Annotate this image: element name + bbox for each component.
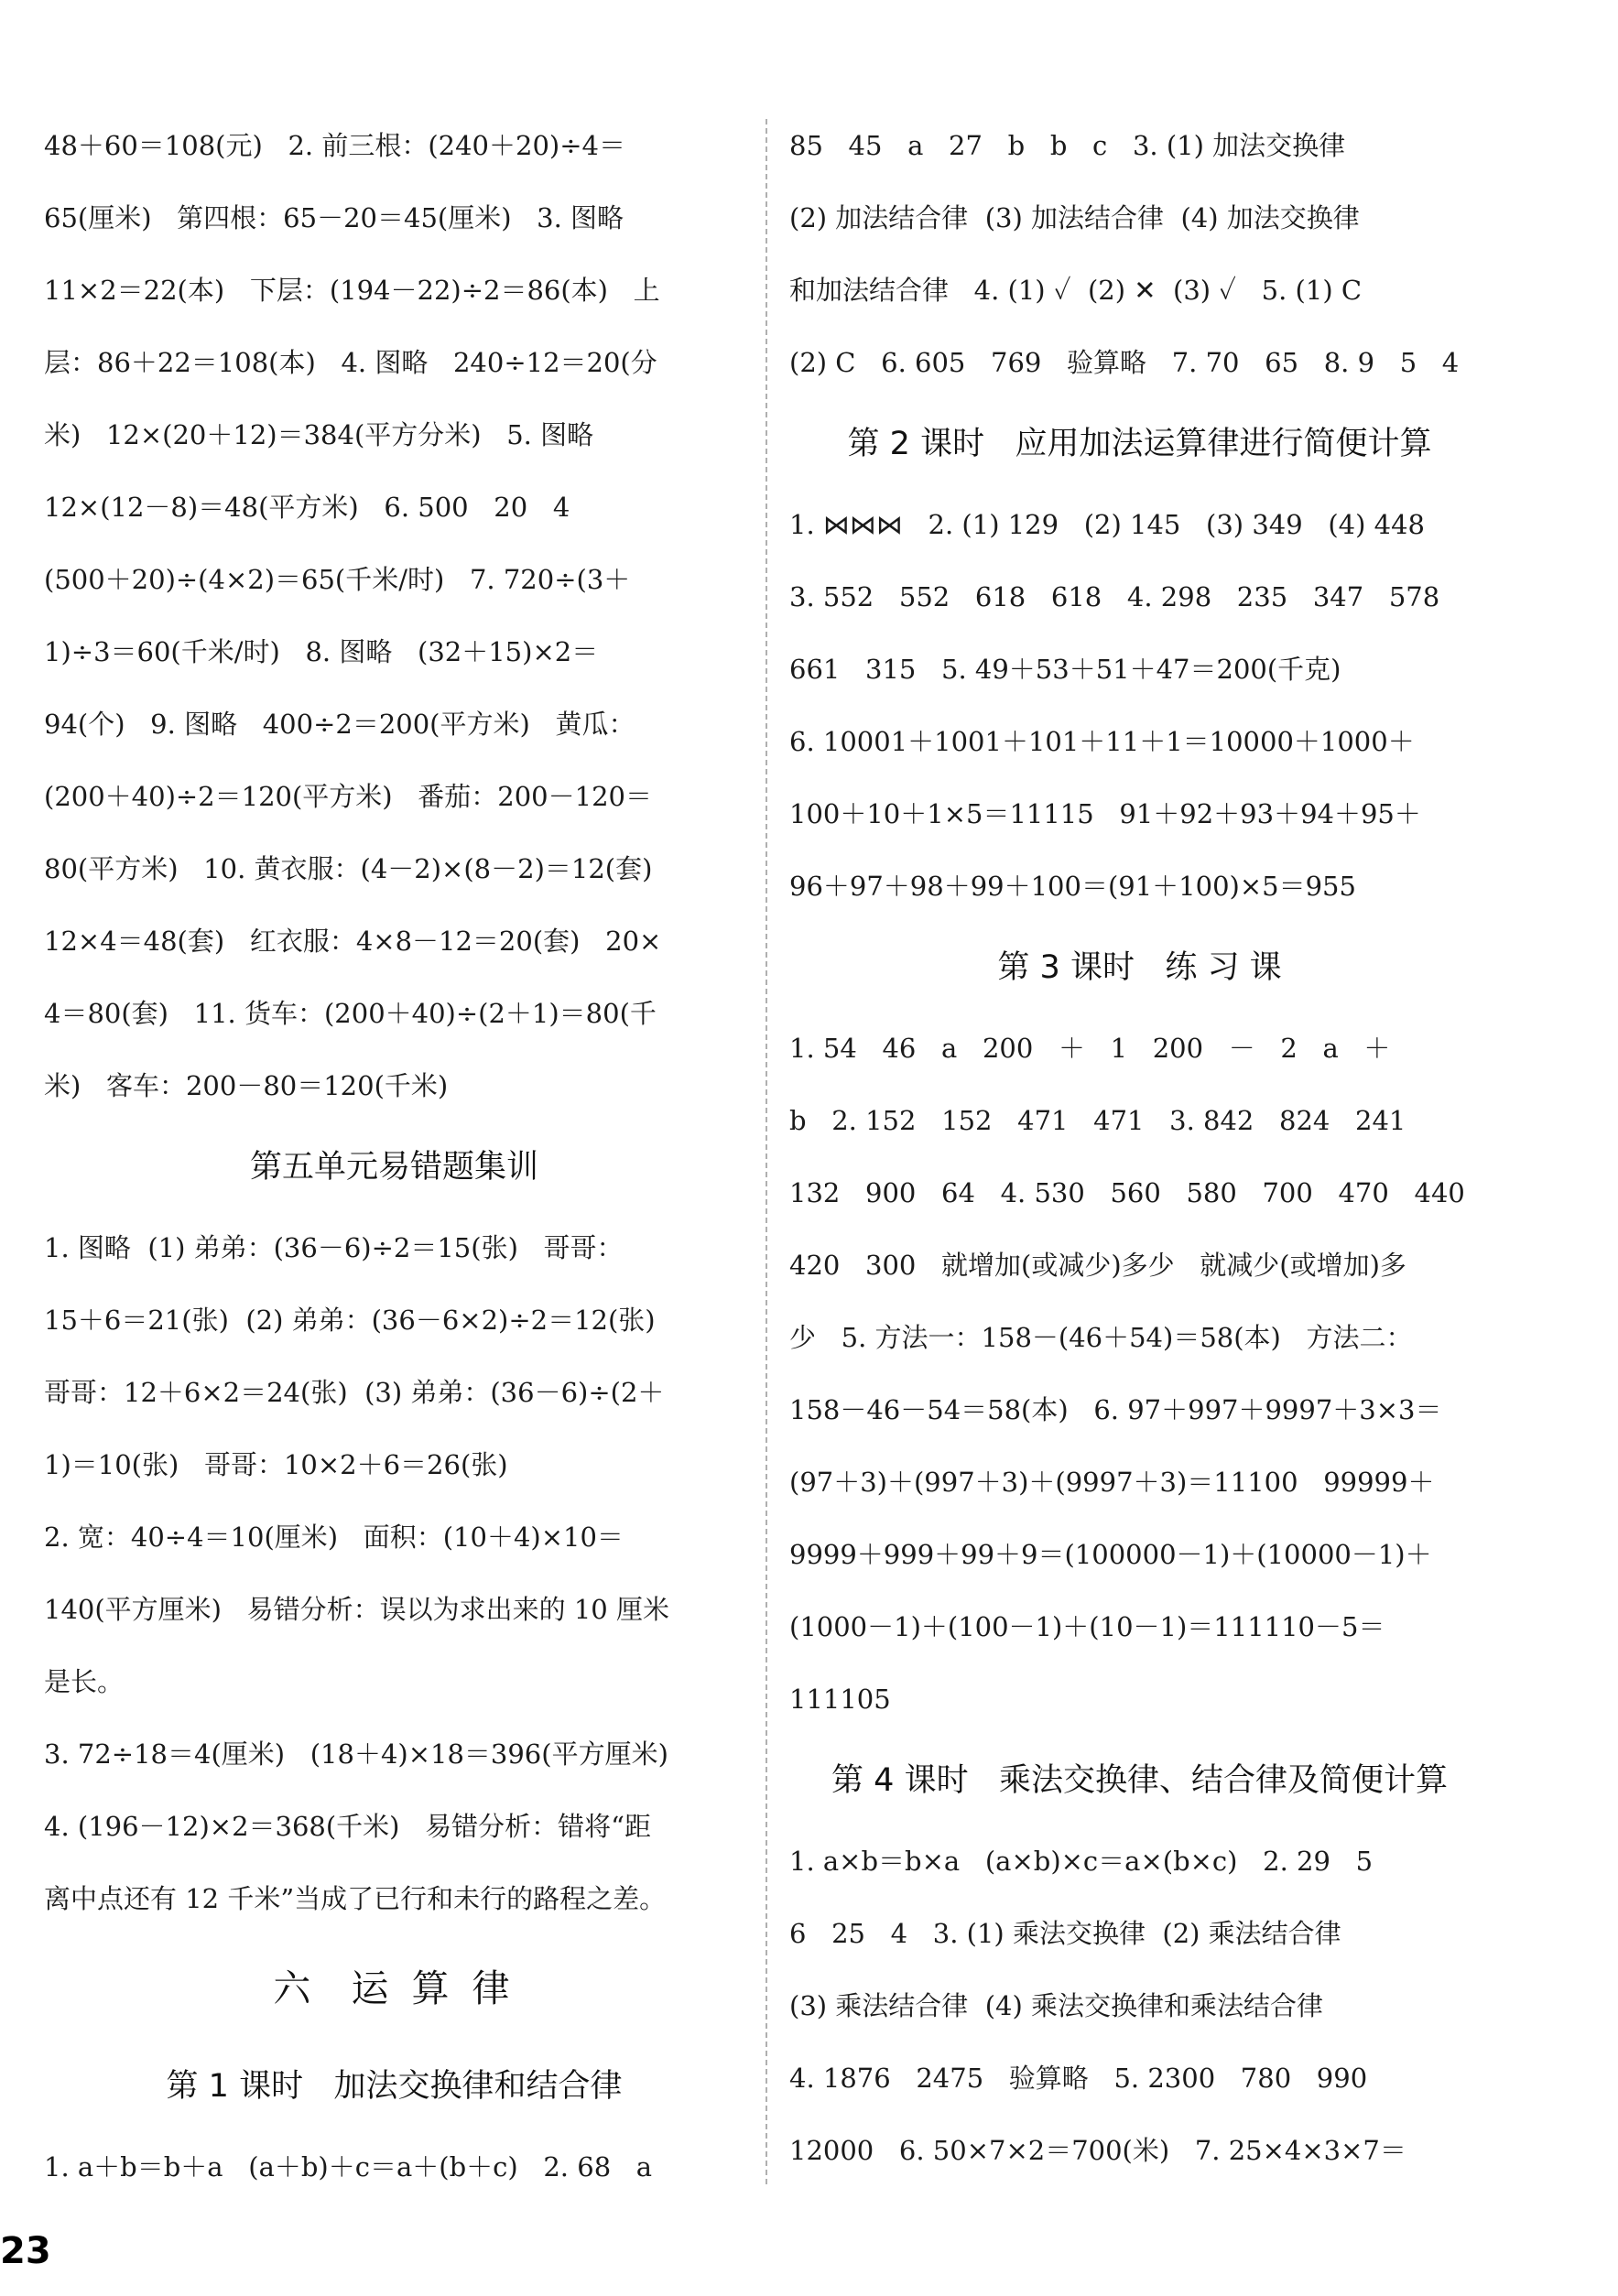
lesson-heading-1: 第 1 课时 加法交换律和结合律 [166,2068,623,2105]
answer-line: 12×(12－8)＝48(平方米) 6. 500 20 4 [44,492,570,523]
answer-line: 哥哥：12＋6×2＝24(张) (3) 弟弟：(36－6)÷(2＋ [44,1377,665,1408]
answer-line: 65(厘米) 第四根：65－20＝45(厘米) 3. 图略 [44,202,624,233]
answer-line: 1)÷3＝60(千米/时) 8. 图略 (32＋15)×2＝ [44,636,599,667]
answer-line: 6 25 4 3. (1) 乘法交换律 (2) 乘法结合律 [789,1918,1341,1949]
lesson-heading-4: 第 4 课时 乘法交换律、结合律及简便计算 [831,1762,1448,1799]
answer-line: 层：86＋22＝108(本) 4. 图略 240÷12＝20(分 [44,347,657,378]
answer-line: 1. a×b＝b×a (a×b)×c＝a×(b×c) 2. 29 5 [789,1846,1374,1877]
answer-line: 9999＋999＋99＋9＝(100000－1)＋(10000－1)＋ [789,1539,1432,1570]
right-column [789,110,1490,2187]
answer-line: 94(个) 9. 图略 400÷2＝200(平方米) 黄瓜： [44,709,635,740]
answer-line: 132 900 64 4. 530 560 580 700 470 440 [789,1177,1465,1208]
answer-line: (200＋40)÷2＝120(平方米) 番茄：200－120＝ [44,781,652,812]
page-number: 23 [0,2230,51,2272]
column-divider [766,119,767,2184]
answer-line: 米) 客车：200－80＝120(千米) [44,1070,449,1101]
answer-line: 2. 宽：40÷4＝10(厘米) 面积：(10＋4)×10＝ [44,1522,624,1553]
answer-line: (500＋20)÷(4×2)＝65(千米/时) 7. 720÷(3＋ [44,564,631,595]
lesson-heading-3: 第 3 课时 练 习 课 [997,949,1282,986]
answer-line: 12000 6. 50×7×2＝700(米) 7. 25×4×3×7＝ [789,2135,1406,2166]
answer-line: 420 300 就增加(或减少)多少 就减少(或增加)多 [789,1250,1406,1281]
answer-line: (97＋3)＋(997＋3)＋(9997＋3)＝11100 99999＋ [789,1467,1435,1498]
answer-block-unit5-end [44,110,744,1122]
answer-line: 4＝80(套) 11. 货车：(200＋40)÷(2＋1)＝80(千 [44,998,657,1029]
answer-line: 4. (196－12)×2＝368(千米) 易错分析：错将“距 [44,1811,651,1842]
answer-line: 3. 552 552 618 618 4. 298 235 347 578 [789,581,1440,612]
answer-line: 1. 54 46 a 200 ＋ 1 200 － 2 a ＋ [789,1033,1391,1064]
answer-line: 12×4＝48(套) 红衣服：4×8－12＝20(套) 20× [44,926,662,957]
answer-line: (2) 加法结合律 (3) 加法结合律 (4) 加法交换律 [789,202,1360,233]
answer-line: 少 5. 方法一：158－(46＋54)＝58(本) 方法二： [789,1322,1413,1353]
answer-line: (3) 乘法结合律 (4) 乘法交换律和乘法结合律 [789,1990,1324,2021]
unit-title: 六 运 算 律 [273,1966,516,2010]
answer-line: 111105 [789,1684,891,1715]
answer-line: 1. ⋈⋈⋈ 2. (1) 129 (2) 145 (3) 349 (4) 448 [789,509,1425,540]
answer-line: 80(平方米) 10. 黄衣服：(4－2)×(8－2)＝12(套) [44,853,653,884]
answer-line: 1. 图略 (1) 弟弟：(36－6)÷2＝15(张) 哥哥： [44,1232,624,1263]
answer-line: (2) C 6. 605 769 验算略 7. 70 65 8. 9 5 4 [789,347,1460,378]
answer-line: 6. 10001＋1001＋101＋11＋1＝10000＋1000＋ [789,726,1415,757]
answer-line: 661 315 5. 49＋53＋51＋47＝200(千克) [789,654,1341,685]
answer-line: 85 45 a 27 b b c 3. (1) 加法交换律 [789,130,1346,161]
answer-line: b 2. 152 152 471 471 3. 842 824 241 [789,1105,1406,1136]
answer-block-lesson-1 [44,2131,744,2204]
answer-line: 158－46－54＝58(本) 6. 97＋997＋9997＋3×3＝ [789,1394,1442,1425]
answer-line: 96＋97＋98＋99＋100＝(91＋100)×5＝955 [789,871,1356,902]
answer-block-unit5-errors [44,1212,744,1935]
lesson-heading-2: 第 2 课时 应用加法运算律进行简便计算 [847,426,1432,462]
answer-line: 1. a＋b＝b＋a (a＋b)＋c＝a＋(b＋c) 2. 68 a [44,2151,653,2182]
answer-line: 和加法结合律 4. (1) ✓ (2) ✕ (3) ✓ 5. (1) C [789,275,1363,306]
answer-line: 15＋6＝21(张) (2) 弟弟：(36－6×2)÷2＝12(张) [44,1305,656,1336]
answer-line: 离中点还有 12 千米”当成了已行和未行的路程之差。 [44,1883,667,1914]
answer-line: 100＋10＋1×5＝11115 91＋92＋93＋94＋95＋ [789,798,1421,829]
answer-block-lesson-4 [789,1825,1490,2187]
section-heading-unit5-errors: 第五单元易错题集训 [249,1149,538,1186]
answer-line: 11×2＝22(本) 下层：(194－22)÷2＝86(本) 上 [44,275,660,306]
answer-line: 是长。 [44,1666,125,1697]
answer-line: 140(平方厘米) 易错分析：误以为求出来的 10 厘米 [44,1594,669,1625]
answer-line: 1)＝10(张) 哥哥：10×2＋6＝26(张) [44,1449,508,1480]
left-column [44,110,744,2204]
answer-line: 4. 1876 2475 验算略 5. 2300 780 990 [789,2063,1368,2094]
answer-line: (1000－1)＋(100－1)＋(10－1)＝111110－5＝ [789,1611,1385,1642]
answer-block-lesson-2 [789,489,1490,923]
answer-line: 米) 12×(20＋12)＝384(平方分米) 5. 图略 [44,419,594,450]
answer-block-lesson-1-cont [789,110,1490,399]
answer-line: 3. 72÷18＝4(厘米) (18＋4)×18＝396(平方厘米) [44,1738,668,1770]
answer-line: 48＋60＝108(元) 2. 前三根：(240＋20)÷4＝ [44,130,625,161]
answer-block-lesson-3 [789,1013,1490,1736]
